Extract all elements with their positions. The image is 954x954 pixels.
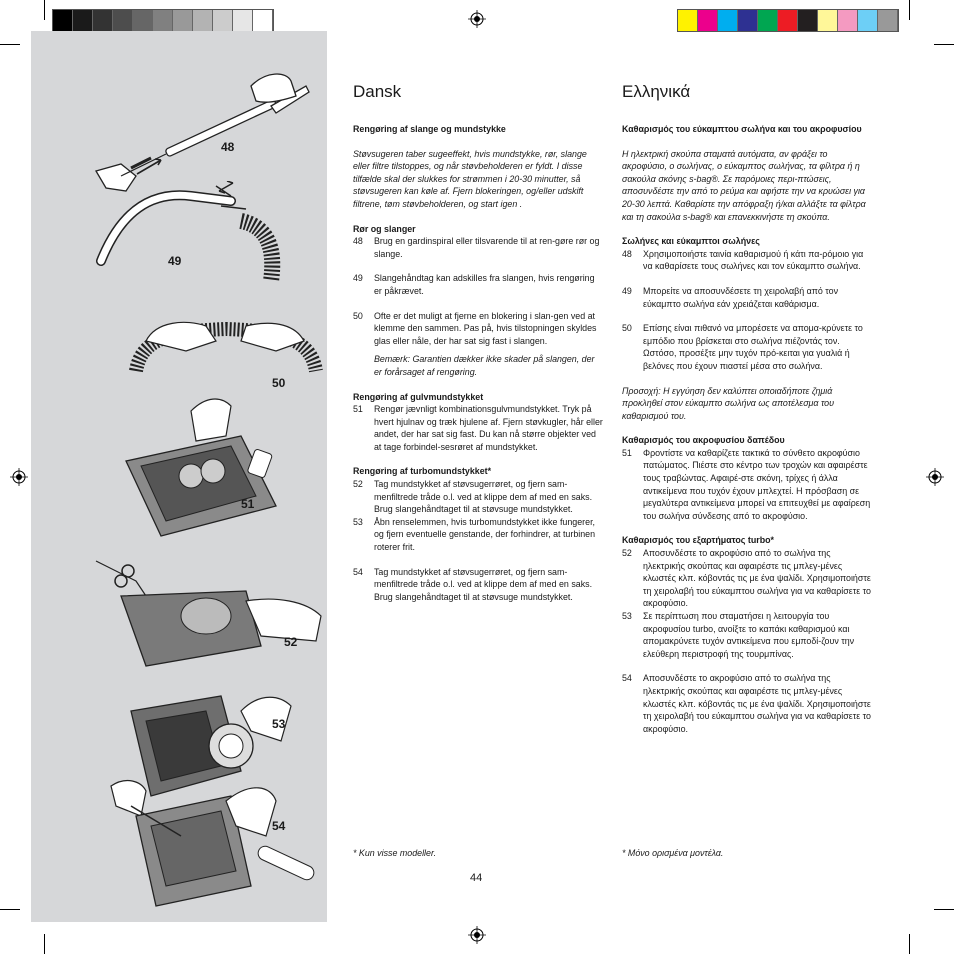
list-item: 52 Tag mundstykket af støvsugerrøret, og fjern sam-menfiltrede tråde o.l. ved at klippe dem af med en saks. Brug slangehåndtaget til at støvsuge mundstykket.	[353, 479, 593, 515]
gray-color-bar	[52, 9, 274, 32]
section-heading: Καθαρισμός του ακροφυσίου δαπέδου	[622, 435, 785, 446]
list-item: 54 Αποσυνδέστε το ακροφύσιο από το σωλήνα της ηλεκτρικής σκούπας και αφαιρέστε τις μπλεγ-μένες κλωστές κλπ. κόβοντάς τις με ένα ψαλίδι. Χρησιμοποιήστε τη χειρολαβή του εύκαμπτου σωλήνα για να καθαρίσετε το ακροφύσιο.	[622, 673, 871, 734]
section-heading: Rengøring af gulvmundstykket	[353, 391, 484, 402]
figure-number: 53	[272, 717, 286, 731]
section-heading: Rengøring af turbomundstykket*	[353, 466, 492, 477]
intro-paragraph: Η ηλεκτρική σκούπα σταματά αυτόματα, αν φράξει το ακροφύσιο, ο σωλήνας, ο εύκαμπτος σωλήνας, τα φίλτρα ή η σακούλα σκόνης s-bag®. Σε παρόμοιες περι-πτώσεις, αποσυνδέστε την από το ρεύμα και αφήστε την να κρυώσει για 20-30 λεπτά. Καθαρίστε την απόφραξη ή/και αλλάξτε τα φίλτρα και τη σακούλα s-bag® και επανεκκινήστε τη σκούπα.	[622, 148, 866, 222]
color-swatch	[738, 10, 758, 31]
figure-number: 49	[168, 254, 182, 268]
color-swatch	[173, 10, 193, 31]
figure-number: 51	[241, 497, 255, 511]
list-item: 51 Φροντίστε να καθαρίζετε τακτικά το σύνθετο ακροφύσιο πατώματος. Πιέστε στο κέντρο των τροχών και αφαιρέστε τους τραβώντας. Αφαιρέ-στε σκόνη, τρίχες ή άλλα αντικείμενα που τυχόν έχουν μπλεχτεί. Η πρόσβαση σε μεγαλύτερα αντικείμενα μπορεί να επιτευχθεί με αφαίρεση του σωλήνα σύνδεσης από το ακροφύσιο.	[622, 447, 871, 521]
crop-mark	[44, 934, 45, 954]
color-swatch	[213, 10, 233, 31]
list-item: 53 Σε περίπτωση που σταματήσει η λειτουργία του ακροφυσίου turbo, ανοίξτε το καπάκι καθαρισμού και απομακρύνετε τυχόν αντικείμενα που εμποδί-ζουν την ελεύθερη περιστροφή της τουρμπίνας.	[622, 611, 855, 659]
crop-mark	[44, 0, 45, 20]
footnote: * Μόνο ορισμένα μοντέλα.	[622, 848, 724, 858]
dansk-title: Dansk	[353, 82, 402, 101]
dansk-text	[353, 123, 603, 603]
section-heading: Σωλήνες και εύκαμπτοι σωλήνες	[622, 236, 760, 247]
color-swatch	[53, 10, 73, 31]
note: Bemærk: Garantien dækker ikke skader på slangen, der er forårsaget af rengøring.	[374, 354, 595, 377]
crop-mark	[909, 934, 910, 954]
section-heading: Καθαρισμός του εύκαμπτου σωλήνα και του ακροφυσίου	[622, 124, 862, 134]
fig-49-bent-hose	[91, 181, 321, 301]
figure-number: 52	[284, 635, 298, 649]
greek-text	[622, 123, 872, 735]
list-item: 52 Αποσυνδέστε το ακροφύσιο από το σωλήνα της ηλεκτρικής σκούπας και αφαιρέστε τις μπλεγ-μένες κλωστές κλπ. κόβοντάς τις με ένα ψαλίδι. Χρησιμοποιήστε τη χειρολαβή του εύκαμπτου σωλήνα για να καθαρίσετε το ακροφύσιο.	[622, 548, 871, 609]
color-swatch	[233, 10, 253, 31]
section-heading: Καθαρισμός του εξαρτήματος turbo*	[622, 535, 775, 546]
color-swatch	[73, 10, 93, 31]
fig-50-squeeze-hose	[126, 301, 326, 391]
list-item: 51 Rengør jævnligt kombinationsgulvmundstykket. Tryk på hvert hjulnav og træk hjulene af. Fjern støvkugler, hår eller andet, der har sat sig fast. Du kan nå større objekter ved at tage forbindel-sesrøret af mundstykket.	[353, 404, 603, 452]
fig-52-cut-threads	[86, 546, 326, 676]
color-swatch	[133, 10, 153, 31]
fig-54-scissors	[91, 776, 321, 916]
list-item: 50 Ofte er det muligt at fjerne en blokering i slan-gen ved at klemme den sammen. Pas på, hvis tilstopningen skyldes glas eller nåle, der har sat sig fast i slangen.	[353, 310, 597, 346]
list-item: 48 Χρησιμοποιήστε ταινία καθαρισμού ή κάτι πα-ρόμοιο για να καθαρίσετε τους σωλήνες και τον εύκαμπτο σωλήνα.	[622, 248, 864, 272]
section-heading: Rengøring af slange og mundstykke	[353, 124, 506, 134]
color-swatch	[858, 10, 878, 31]
color-swatch	[698, 10, 718, 31]
color-swatch	[778, 10, 798, 31]
color-swatch	[253, 10, 273, 31]
illustration-panel	[31, 31, 327, 922]
page-number: 44	[470, 872, 483, 884]
color-swatch	[93, 10, 113, 31]
intro-paragraph: Støvsugeren taber sugeeffekt, hvis mundstykke, rør, slange eller filtre tilstoppes, og når støvbeholderen er fyldt. I disse tilfælde skal der slukkes for strømmen i 20-30 minutter, så støvsugeren kan køle af. Fjern blokeringen, og/eller udskift filtrene, tøm støvbeholderen, og start igen .	[353, 148, 587, 209]
crop-mark	[0, 909, 20, 910]
color-swatch	[153, 10, 173, 31]
list-item: 49 Μπορείτε να αποσυνδέσετε τη χειρολαβή από τον εύκαμπτο σωλήνα εάν χρειάζεται καθάρισμα.	[622, 285, 839, 309]
registration-mark-icon	[468, 926, 486, 944]
cmyk-color-bar	[677, 9, 899, 32]
crop-mark	[909, 0, 910, 20]
registration-mark-icon	[10, 468, 28, 486]
list-item: 49 Slangehåndtag kan adskilles fra slangen, hvis rengøring er påkrævet.	[353, 273, 595, 296]
fig-51-floor-nozzle	[121, 396, 311, 546]
note: Προσοχή: Η εγγύηση δεν καλύπτει οποιαδήποτε ζημιά προκληθεί στον εύκαμπτο σωλήνα ως αποτέλεσμα του καθαρισμού του.	[622, 385, 834, 421]
figure-number: 54	[272, 819, 286, 833]
registration-mark-icon	[926, 468, 944, 486]
figure-number: 48	[221, 140, 235, 154]
color-swatch	[838, 10, 858, 31]
color-swatch	[718, 10, 738, 31]
crop-mark	[934, 44, 954, 45]
color-swatch	[818, 10, 838, 31]
crop-mark	[934, 909, 954, 910]
list-item: 54 Tag mundstykket af støvsugerrøret, og fjern sam-menfiltrede tråde o.l. ved at klippe dem af med en saks. Brug slangehåndtaget til at støvsuge mundstykket.	[353, 566, 593, 602]
section-heading: Rør og slanger	[353, 223, 416, 234]
footnote: * Kun visse modeller.	[353, 848, 437, 858]
list-item: 53 Åbn renselemmen, hvis turbomundstykket ikke fungerer, og fjern eventuelle genstande, der forhindrer, at turbinen roterer frit.	[353, 516, 596, 553]
color-swatch	[113, 10, 133, 31]
color-swatch	[193, 10, 213, 31]
list-item: 48 Brug en gardinspiral eller tilsvarende til at ren-gøre rør og slange.	[353, 236, 600, 259]
color-swatch	[758, 10, 778, 31]
registration-mark-icon	[468, 10, 486, 28]
color-swatch	[798, 10, 818, 31]
color-swatch	[678, 10, 698, 31]
crop-mark	[0, 44, 20, 45]
list-item: 50 Επίσης είναι πιθανό να μπορέσετε να απομα-κρύνετε το εμπόδιο που βρίσκεται στο σωλήνα πιέζοντάς τον. Ωστόσο, προσέξτε μην τυχόν πρό-κειται για γυαλιά ή βελόνες που έχουν πιαστεί μέσα στο σωλήνα.	[622, 323, 863, 371]
color-swatch	[878, 10, 898, 31]
greek-title: Ελληνικά	[622, 82, 691, 101]
figure-number: 50	[272, 376, 286, 390]
